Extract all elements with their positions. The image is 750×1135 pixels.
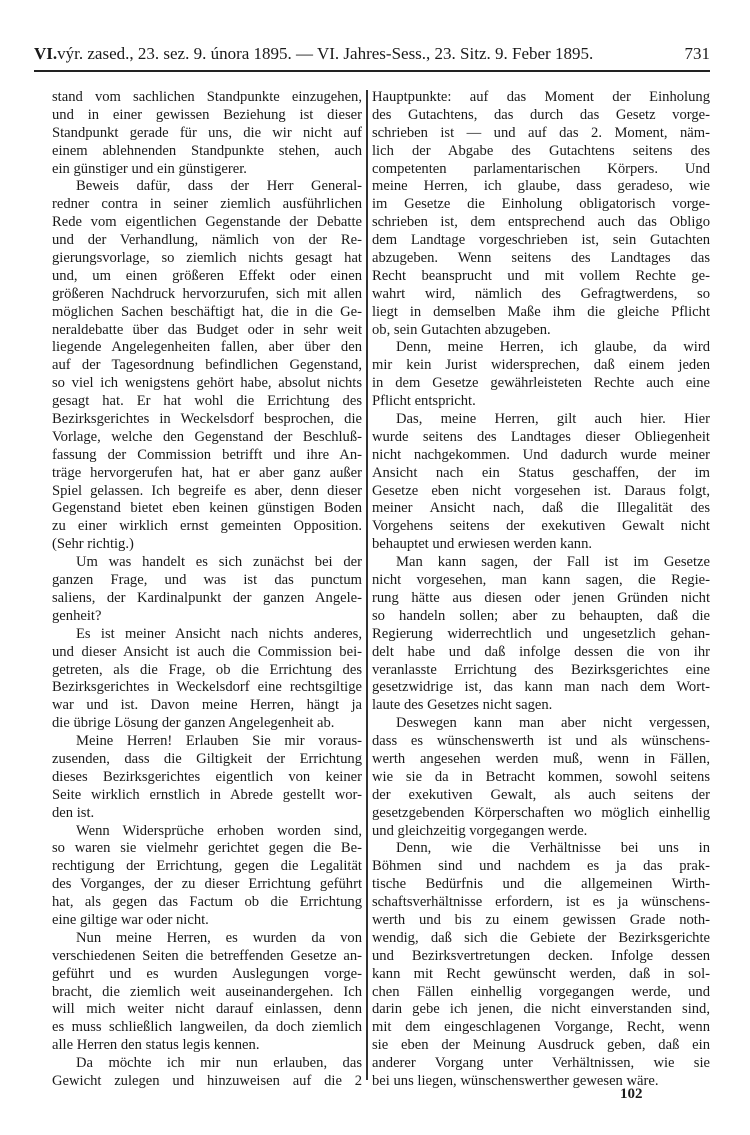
text-line: Pflicht entspricht. bbox=[372, 393, 476, 410]
text-line: laute des Gesetzes nicht sagen. bbox=[372, 697, 553, 714]
text-line: (Sehr richtig.) bbox=[52, 536, 134, 553]
text-line: ganzen Frage, und was ist das punctum bbox=[52, 572, 362, 589]
text-line: und, um einen größeren Effekt oder einen bbox=[52, 267, 362, 284]
text-line: rung hätte aus diesen oder jenen Gründen nicht bbox=[372, 589, 710, 606]
text-line: möglichen Sachen beschäftigt hat, die in die Ge- bbox=[52, 303, 362, 320]
text-line: Ansicht nach ein Status geschaffen, der im bbox=[372, 464, 710, 481]
text-line: neraldebatte über das Budget oder in sehr weit bbox=[52, 321, 362, 338]
text-line: wie sie da in Betracht kommen, sowohl seitens bbox=[372, 768, 710, 785]
text-line: in dem Gesetze gewährleisteten Rechte auch eine bbox=[372, 375, 710, 392]
text-line: Regierung widerrechtlich und ungesetzlich gehan- bbox=[372, 625, 710, 642]
text-line: mir kein Jurist widersprechen, daß einem jeden bbox=[372, 357, 710, 374]
text-line: einem ablehnenden Standpunkte stehen, auch bbox=[52, 142, 362, 159]
text-line: will mich weiter nicht darauf einlassen, denn bbox=[52, 1001, 362, 1018]
text-line: es muss schließlich langweilen, da doch ziemlich bbox=[52, 1019, 362, 1036]
text-line: die übrige Lösung der ganzen Angelegenheit ab. bbox=[52, 715, 335, 732]
paragraph bbox=[372, 554, 710, 715]
paragraph bbox=[52, 823, 362, 930]
text-line: Gesetze eben nicht vorgesehen ist. Daraus folgt, bbox=[372, 482, 710, 499]
text-line: auf der Tagesordnung befindlichen Gegenstand, bbox=[52, 357, 362, 374]
text-line: getreten, als die Frage, ob die Errichtung des bbox=[52, 661, 362, 678]
text-line: Wenn Widersprüche erhoben worden sind, bbox=[76, 822, 362, 839]
text-line: Recht beansprucht und mit vollem Rechte ge- bbox=[372, 267, 710, 284]
text-line: sie eben der Meinung Ausdruck geben, daß ein bbox=[372, 1037, 710, 1054]
text-line: gierungsvorlage, so ziemlich nichts gesagt hat bbox=[52, 250, 362, 267]
text-line: Denn, meine Herren, ich glaube, da wird bbox=[396, 339, 710, 356]
text-line: eine giltige war oder nicht. bbox=[52, 911, 209, 928]
paragraph bbox=[52, 1055, 362, 1091]
text-line: Standpunkt gerade für uns, die wir nicht auf bbox=[52, 124, 362, 141]
text-line: und gleichzeitig vorgegangen werde. bbox=[372, 822, 588, 839]
text-line: Vorgehens seitens der exekutiven Gewalt nicht bbox=[372, 518, 710, 535]
header-title-text: výr. zased., 23. sez. 9. února 1895. — VI. Jahres-Sess., 23. Sitz. 9. Feber 1895. bbox=[57, 44, 594, 63]
text-line: liegt in demselben Maße ihm die gleiche Pflicht bbox=[372, 303, 710, 320]
header-rule bbox=[34, 70, 710, 72]
text-line: so handeln sollen; aber zu behaupten, daß die bbox=[372, 607, 710, 624]
text-line: war und ist. Davon meine Herren, hängt ja bbox=[52, 697, 362, 714]
text-line: Meine Herren! Erlauben Sie mir voraus- bbox=[76, 733, 362, 750]
running-header bbox=[34, 44, 710, 66]
paragraph bbox=[52, 89, 362, 178]
text-line: mit dem eingeschlagenen Vorgange, Recht, wenn bbox=[372, 1019, 710, 1036]
paragraph bbox=[372, 339, 710, 411]
paragraph bbox=[52, 626, 362, 733]
text-line: tische Bedürfnis und die allgemeinen Wirth- bbox=[372, 876, 710, 893]
text-line: dass es wünschenswerth ist und als wünschens- bbox=[372, 733, 710, 750]
text-line: ein günstiger und ein günstigerer. bbox=[52, 160, 247, 177]
text-line: rechtigung der Errichtung, gegen die Legalität bbox=[52, 858, 362, 875]
text-line: nicht vorgesehen, man kann sagen, die Regie- bbox=[372, 572, 710, 589]
text-line: werth angesehen werden muß, wenn in Fällen, bbox=[372, 750, 710, 767]
text-line: Hauptpunkte: auf das Moment der Einholung bbox=[372, 89, 710, 105]
text-line: wurde seitens des Landtages dieser Obliegenheit bbox=[372, 428, 710, 445]
text-line: kann mit Recht gewünscht werden, daß in sol- bbox=[372, 965, 710, 982]
right-column bbox=[372, 89, 710, 1091]
text-line: im Gesetze die Einholung obligatorisch vorge- bbox=[372, 196, 710, 213]
text-line: und in einer gewissen Beziehung ist dieser bbox=[52, 106, 362, 123]
text-line: den ist. bbox=[52, 804, 95, 821]
text-line: so waren sie vielmehr gerichtet gegen die Be- bbox=[52, 840, 362, 857]
text-line: Es ist meiner Ansicht nach nichts anderes, bbox=[76, 625, 362, 642]
text-line: Bezirksgerichtes in Weckelsdorf eine rechtsgiltige bbox=[52, 679, 362, 696]
text-line: des Gutachtens, das durch das Gesetz vorge- bbox=[372, 106, 710, 123]
page-number: 731 bbox=[684, 44, 710, 63]
text-line: dem Landtage vorgeschrieben ist, sein Gutachten bbox=[372, 232, 710, 249]
text-line: saliens, der Kardinalpunkt der ganzen Angele- bbox=[52, 589, 362, 606]
text-line: gesetzwidrige ist, das kann man nach dem Wort- bbox=[372, 679, 710, 696]
text-line: competenten parlamentarischen Körpers. Und bbox=[372, 160, 710, 177]
left-column bbox=[52, 89, 362, 1091]
text-line: stand vom sachlichen Standpunkte einzugehen, bbox=[52, 89, 362, 105]
text-line: Beweis dafür, dass der Herr General- bbox=[76, 178, 362, 195]
text-line: meine Herren, ich glaube, dass geradeso, wie bbox=[372, 178, 710, 195]
text-line: Gewicht zulegen und hinzuweisen auf die 2 bbox=[52, 1072, 362, 1089]
text-line: genheit? bbox=[52, 607, 102, 624]
text-line: Seite wirklich ernstlich in Abrede gestellt wor- bbox=[52, 786, 362, 803]
text-line: gesagt hat. Er hat wohl die Errichtung des bbox=[52, 393, 362, 410]
header-title bbox=[34, 44, 593, 64]
signature-number: 102 bbox=[620, 1086, 643, 1102]
text-line: Nun meine Herren, es wurden da von bbox=[76, 929, 362, 946]
text-line: verschiedenen Seiten die betreffenden Gesetze an- bbox=[52, 947, 362, 964]
text-line: delt habe und daß infolge dessen die von ihr bbox=[372, 643, 710, 660]
text-line: der exekutiven Gewalt, als auch seitens der bbox=[372, 786, 710, 803]
text-line: Das, meine Herren, gilt auch hier. Hier bbox=[396, 411, 710, 428]
text-line: wendig, daß sich die Gebiete der Bezirksgerichte bbox=[372, 929, 710, 946]
text-line: Man kann sagen, der Fall ist im Gesetze bbox=[396, 554, 710, 571]
text-line: anderer Vorgang unter Verhältnissen, wie sie bbox=[372, 1055, 710, 1072]
paragraph bbox=[372, 89, 710, 339]
paragraph bbox=[52, 554, 362, 626]
text-line: Denn, wie die Verhältnisse bei uns in bbox=[396, 840, 710, 857]
text-line: lich der Abgabe des Gutachtens seitens des bbox=[372, 142, 710, 159]
text-line: schrieben ist, dem entsprechend auch das Obligo bbox=[372, 214, 710, 231]
text-line: größeren Nachdruck hervorzurufen, sich mit allen bbox=[52, 285, 362, 302]
text-line: veranlasste Errichtung des Bezirksgerichtes eine bbox=[372, 661, 710, 678]
paragraph bbox=[372, 715, 710, 840]
text-line: dieses Bezirksgerichtes eigentlich von keiner bbox=[52, 768, 362, 785]
text-line: Um was handelt es sich zunächst bei der bbox=[76, 554, 362, 571]
text-line: bei uns liegen, wünschenswerther gewesen wäre. bbox=[372, 1072, 659, 1089]
text-line: Deswegen kann man aber nicht vergessen, bbox=[396, 715, 710, 732]
text-line: wahrt wird, nämlich des Gefragtwerdens, so bbox=[372, 285, 710, 302]
text-line: so viel ich wenigstens gehört habe, absolut nichts bbox=[52, 375, 362, 392]
paragraph bbox=[52, 930, 362, 1055]
text-line: behauptet und erwiesen werden kann. bbox=[372, 536, 593, 553]
text-line: träge hervorgerufen hat, hat er aber ganz außer bbox=[52, 464, 362, 481]
text-line: und der Verhandlung, nämlich von der Re- bbox=[52, 232, 362, 249]
paragraph bbox=[372, 411, 710, 554]
text-line: und Bezirksvertretungen decken. Infolge dessen bbox=[372, 947, 710, 964]
text-line: hat, als gegen das Factum ob die Errichtung bbox=[52, 894, 362, 911]
text-line: fassung der Commission betrifft und ihre An- bbox=[52, 446, 362, 463]
text-line: Spiel gelassen. Ich begreife es aber, denn dieser bbox=[52, 482, 362, 499]
text-line: alle Herren den status legis kennen. bbox=[52, 1037, 260, 1054]
paragraph bbox=[52, 733, 362, 822]
text-line: Da möchte ich mir nun erlauben, das bbox=[76, 1055, 362, 1072]
text-line: zusenden, dass die Giltigkeit der Errichtung bbox=[52, 750, 362, 767]
text-line: gesetzgebenden Körperschaften wo möglich einhellig bbox=[372, 804, 710, 821]
text-line: darin gebe ich jenen, die nicht einverstanden sind, bbox=[372, 1001, 710, 1018]
text-line: chen Fällen einhellig vorgegangen werde, und bbox=[372, 983, 710, 1000]
text-line: redner contra in seiner ziemlich ausführlichen bbox=[52, 196, 362, 213]
text-line: und dieser Ansicht ist auch die Commission bei- bbox=[52, 643, 362, 660]
text-line: Bezirksgerichtes in Weckelsdorf besprochen, die bbox=[52, 411, 362, 428]
text-line: schaftsverhältnisse erfordern, ist es ja wünschens- bbox=[372, 894, 710, 911]
text-line: Rede vom eigentlichen Gegenstande der Debatte bbox=[52, 214, 362, 231]
text-line: ob, sein Gutachten abzugeben. bbox=[372, 321, 551, 338]
text-line: geführt und es wurden Auslegungen vorge- bbox=[52, 965, 362, 982]
text-line: Gegenstand bietet eben keinen günstigen Boden bbox=[52, 500, 362, 517]
text-line: meiner Ansicht nach, daß die Illegalität des bbox=[372, 500, 710, 517]
column-divider bbox=[366, 90, 368, 1080]
text-line: abzugeben. Wenn seitens des Landtages das bbox=[372, 250, 710, 267]
text-line: schrieben ist — und auf das 2. Moment, näm- bbox=[372, 124, 710, 141]
text-line: des Vorganges, der zu dieser Errichtung geführt bbox=[52, 876, 362, 893]
text-line: liegende Angelegenheiten fallen, aber über den bbox=[52, 339, 362, 356]
header-session-numeral: VI. bbox=[34, 44, 58, 63]
text-line: nicht nachgekommen. Und dadurch wurde meiner bbox=[372, 446, 710, 463]
paragraph bbox=[52, 178, 362, 554]
text-line: bracht, die ziemlich weit auseinandergehen. Ich bbox=[52, 983, 362, 1000]
text-line: Vorlage, welche den Gegenstand der Beschluß- bbox=[52, 428, 362, 445]
text-line: zu einer wirklich ernst gemeinten Opposition. bbox=[52, 518, 362, 535]
text-line: werth und bis zu einem gewissen Grade noth- bbox=[372, 911, 710, 928]
paragraph bbox=[372, 840, 710, 1090]
text-line: Böhmen sind und nachdem es ja das prak- bbox=[372, 858, 710, 875]
